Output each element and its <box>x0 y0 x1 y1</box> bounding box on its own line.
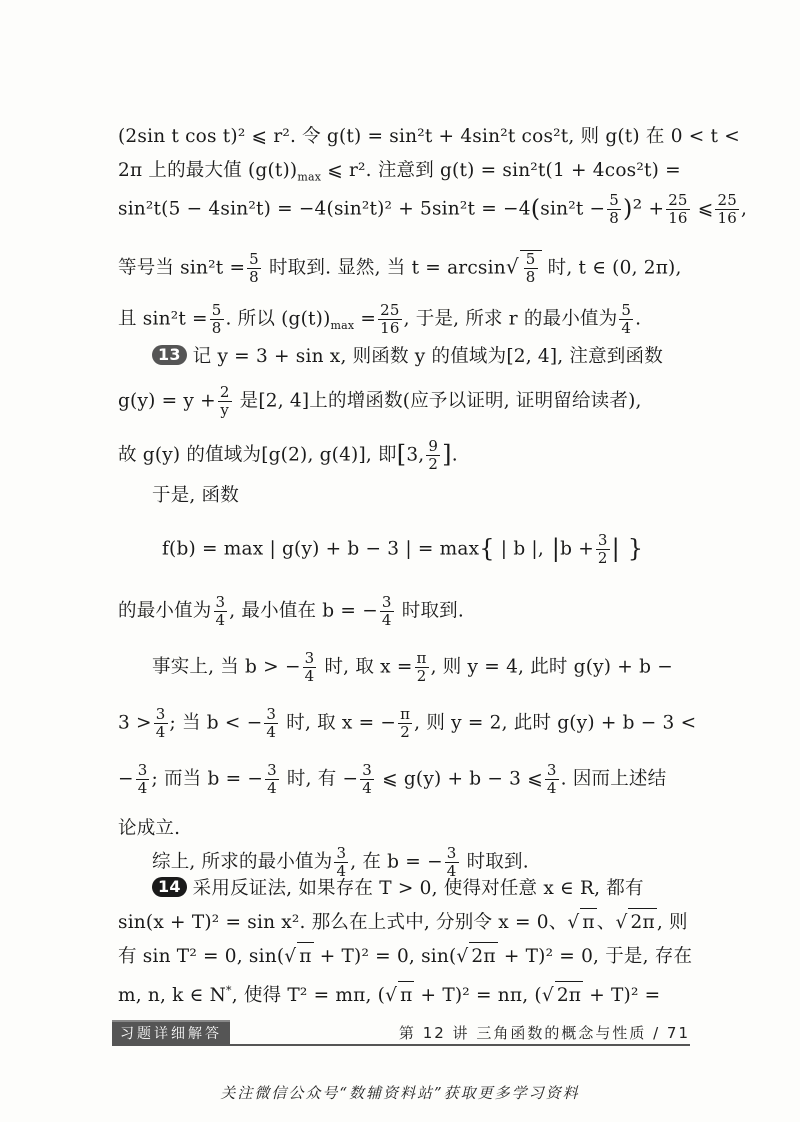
sqrt-sign: √ <box>567 912 580 933</box>
text: sin(x + T)² = sin x². 那么在上式中, 分别令 x = 0、 <box>118 912 568 933</box>
text: 3 > <box>118 712 152 734</box>
sqrt-body: π <box>580 908 596 937</box>
numerator: π <box>416 649 427 667</box>
numerator: 3 <box>137 761 148 779</box>
text: 时, 有 − <box>280 768 359 790</box>
solution-12-line-3 <box>118 191 748 227</box>
denominator: 8 <box>249 268 259 286</box>
denominator: 4 <box>446 862 457 880</box>
fraction <box>596 532 610 567</box>
solution-14-line-3 <box>118 942 693 971</box>
numerator: 3 <box>597 531 608 549</box>
denominator: 2 <box>428 455 439 473</box>
text: 2π 上的最大值 (g(t)) <box>118 160 298 181</box>
sqrt-sign: √ <box>456 946 469 967</box>
fraction <box>264 706 278 741</box>
sqrt-sign: √ <box>541 985 554 1007</box>
denominator: 16 <box>717 209 737 227</box>
text: ⩽ r². 注意到 g(t) = sin²t(1 + 4cos²t) = <box>321 160 681 181</box>
numerator: 3 <box>266 705 277 723</box>
sqrt-body <box>520 250 542 286</box>
solution-13-formula <box>162 532 732 567</box>
solution-13-line-1 <box>152 343 722 371</box>
numerator: 3 <box>336 844 347 862</box>
denominator: 4 <box>362 779 372 797</box>
text: , 则 y = 4, 此时 g(y) + b − <box>430 656 673 678</box>
solution-13-line-4 <box>152 482 722 510</box>
text: ⩽ <box>691 198 714 220</box>
denominator: 2 <box>400 723 410 741</box>
fraction <box>398 706 412 741</box>
text: sin²t(5 − 4sin²t) = −4(sin²t)² + 5sin²t = −4 <box>118 198 531 220</box>
bottom-watermark-note: 关注微信公众号“数辅资料站”获取更多学习资料 <box>220 1084 580 1102</box>
text: 是[2, 4]上的增函数(应予以证明, 证明留给读者), <box>233 390 642 412</box>
fraction <box>415 650 429 685</box>
text: , 在 b = − <box>350 851 443 873</box>
fraction <box>136 762 150 797</box>
text: 时取到. <box>395 600 464 622</box>
text: , 则 <box>656 912 688 933</box>
numerator: 5 <box>211 301 222 319</box>
text: = <box>354 308 377 330</box>
text: + T)² = nπ, ( <box>414 985 542 1007</box>
fraction <box>666 192 690 227</box>
superscript: * <box>226 984 232 997</box>
brace: } <box>619 534 644 563</box>
numerator: 25 <box>380 301 400 319</box>
brace: { <box>479 534 495 563</box>
footer-section-label: 习题详细解答 <box>112 1020 230 1046</box>
text: . <box>635 308 642 330</box>
text: 记 y = 3 + sin x, 则函数 y 的值域为[2, 4], 注意到函数 <box>192 346 663 367</box>
denominator: 2 <box>416 667 427 685</box>
subscript: max <box>297 170 322 184</box>
denominator: 16 <box>668 209 688 227</box>
text: , <box>740 198 748 220</box>
text: 、 <box>596 912 616 933</box>
denominator: 4 <box>336 862 347 880</box>
fraction <box>524 251 538 286</box>
numerator: 3 <box>546 761 557 779</box>
bracket: ] <box>442 440 452 469</box>
sqrt-body: π <box>297 942 313 971</box>
fraction <box>247 251 261 286</box>
text: 时, t ∈ (0, 2π), <box>541 257 682 279</box>
text: ⩽ g(y) + b − 3 ⩽ <box>376 768 543 790</box>
numerator: 2 <box>219 383 230 401</box>
sqrt-sign: √ <box>284 946 297 967</box>
text: 时, 取 x = <box>318 656 413 678</box>
numerator: 3 <box>381 593 392 611</box>
text: , 使得 T² = mπ, ( <box>231 985 386 1007</box>
fraction <box>380 594 394 629</box>
solution-13-line-2 <box>118 384 688 419</box>
text: 论成立. <box>118 818 181 839</box>
fraction <box>214 594 228 629</box>
text: + T)² = 0, 于是, 存在 <box>497 946 693 967</box>
fraction <box>426 438 440 473</box>
solution-12-line-5 <box>118 302 688 340</box>
fraction <box>210 302 224 337</box>
denominator: 4 <box>137 779 148 797</box>
text: + <box>642 198 665 220</box>
text: sin²t − <box>540 198 606 220</box>
fraction <box>607 192 621 227</box>
text: . 因而上述结 <box>560 768 667 790</box>
solution-13-line-9 <box>118 815 688 843</box>
numerator: 3 <box>304 649 315 667</box>
numerator: 5 <box>609 191 619 209</box>
text: | b |, <box>494 538 544 560</box>
numerator: 5 <box>525 250 536 268</box>
paren: ( <box>530 194 541 223</box>
text: 综上, 所求的最小值为 <box>152 851 333 873</box>
text: . 所以 (g(t)) <box>225 308 331 330</box>
denominator: 4 <box>155 723 166 741</box>
text: + T)² = 0, sin( <box>313 946 457 967</box>
denominator: 4 <box>267 779 277 797</box>
numerator: π <box>400 705 411 723</box>
footer-chapter-page: 第 12 讲 三角函数的概念与性质 / 71 <box>398 1024 690 1042</box>
solution-14-line-4 <box>118 977 688 1010</box>
numerator: 25 <box>668 191 688 209</box>
text: − <box>118 768 134 790</box>
solution-13-line-5 <box>118 594 688 629</box>
solution-12-line-4 <box>118 250 688 286</box>
denominator: 2 <box>597 549 608 567</box>
denominator: 8 <box>525 268 536 286</box>
text: ; 而当 b = − <box>151 768 264 790</box>
text: 事实上, 当 b > − <box>152 656 301 678</box>
text: . <box>451 444 458 466</box>
sqrt-body: 2π <box>628 908 656 937</box>
numerator: 3 <box>446 844 457 862</box>
denominator: 4 <box>546 779 557 797</box>
subscript: max <box>330 319 355 333</box>
text: (2sin t cos t)² ⩽ r². 令 g(t) = sin²t + 4sin²t cos²t, 则 g(t) 在 0 < t < <box>118 126 740 147</box>
text: b + <box>560 538 594 560</box>
solution-14-line-1 <box>152 875 722 903</box>
text: 的最小值为 <box>118 600 212 622</box>
denominator: y <box>220 401 230 419</box>
numerator: 25 <box>717 191 737 209</box>
abs-bar: | <box>611 534 620 563</box>
exercise-number-badge: 13 <box>152 345 187 365</box>
fraction <box>360 762 374 797</box>
sqrt-sign: √ <box>505 254 519 279</box>
denominator: 4 <box>621 319 632 337</box>
text: m, n, k ∈ N <box>118 985 227 1007</box>
denominator: 16 <box>380 319 400 337</box>
sqrt-sign: √ <box>615 912 628 933</box>
text: 有 sin T² = 0, sin( <box>118 946 285 967</box>
text: 且 sin²t = <box>118 308 208 330</box>
sqrt-body: π <box>398 981 414 1010</box>
text: 于是, 函数 <box>152 485 239 506</box>
text: , 则 y = 2, 此时 g(y) + b − 3 < <box>414 712 697 734</box>
text: 等号当 sin²t = <box>118 257 246 279</box>
bracket: [ <box>396 440 407 469</box>
text: 3, <box>406 444 425 466</box>
text: 时取到. <box>460 851 529 873</box>
denominator: 4 <box>304 667 315 685</box>
fraction <box>265 762 279 797</box>
fraction <box>715 192 739 227</box>
text: ; 当 b < − <box>169 712 263 734</box>
paren: )² <box>623 194 643 223</box>
solution-13-line-7 <box>118 705 697 741</box>
solution-13-line-8 <box>118 762 688 797</box>
denominator: 4 <box>381 611 392 629</box>
fraction <box>154 706 168 741</box>
sqrt-sign: √ <box>385 985 398 1007</box>
denominator: 4 <box>215 611 226 629</box>
denominator: 8 <box>211 319 222 337</box>
numerator: 5 <box>249 250 259 268</box>
sqrt-body: 2π <box>555 981 583 1010</box>
solution-12-line-1 <box>118 123 740 151</box>
numerator: 3 <box>215 593 226 611</box>
denominator: 8 <box>609 209 619 227</box>
numerator: 5 <box>621 301 632 319</box>
text: f(b) = max | g(y) + b − 3 | = max <box>162 538 480 560</box>
text: g(y) = y + <box>118 390 216 412</box>
footer-divider <box>112 1044 690 1046</box>
denominator: 4 <box>266 723 277 741</box>
numerator: 3 <box>362 761 372 779</box>
solution-13-line-6 <box>152 650 722 685</box>
fraction <box>378 302 402 337</box>
text: 时, 取 x = − <box>280 712 397 734</box>
text: 采用反证法, 如果存在 T > 0, 使得对任意 x ∈ R, 都有 <box>192 878 644 899</box>
exercise-number-badge: 14 <box>152 877 187 897</box>
solution-13-line-3 <box>118 438 688 473</box>
fraction <box>303 650 317 685</box>
text: , 于是, 所求 r 的最小值为 <box>403 308 618 330</box>
abs-bar: | <box>543 534 561 563</box>
numerator: 3 <box>155 705 166 723</box>
fraction <box>218 384 232 419</box>
numerator: 9 <box>428 437 439 455</box>
solution-14-line-2 <box>118 908 688 937</box>
text: 时取到. 显然, 当 t = arcsin <box>262 257 506 279</box>
solution-12-line-2 <box>118 157 688 192</box>
text: 故 g(y) 的值域为[g(2), g(4)], 即 <box>118 444 397 466</box>
text: , 最小值在 b = − <box>229 600 378 622</box>
fraction <box>545 762 559 797</box>
fraction <box>619 302 633 337</box>
sqrt-body: 2π <box>469 942 497 971</box>
text: + T)² = <box>583 985 661 1007</box>
numerator: 3 <box>267 761 277 779</box>
